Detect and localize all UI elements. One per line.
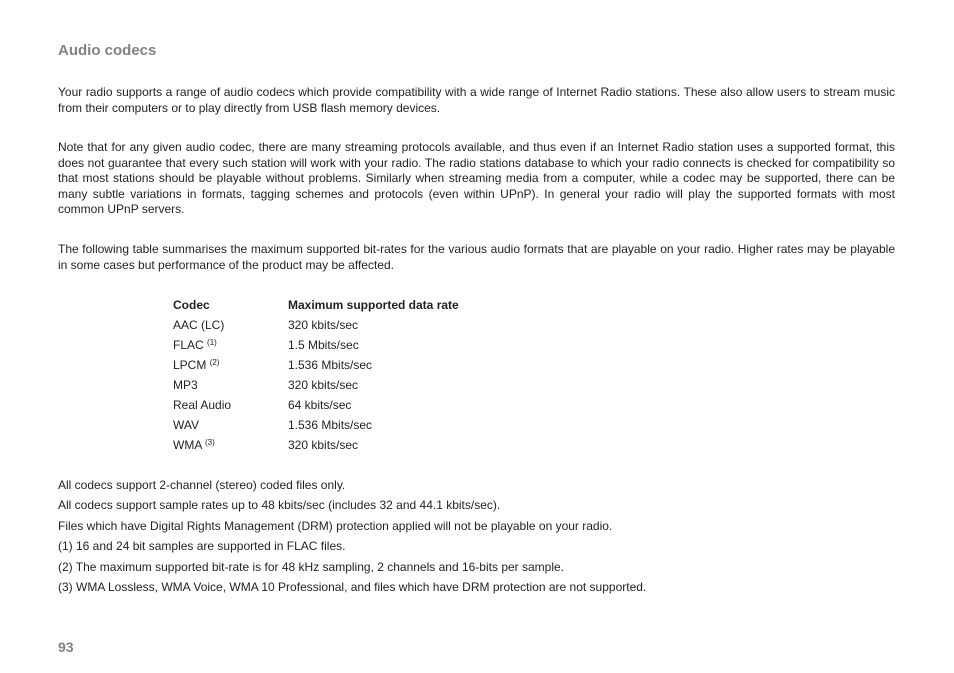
- codec-cell: [173, 395, 288, 415]
- codec-name: AAC (LC): [173, 318, 225, 332]
- note-item: All codecs support sample rates up to 48 kbits/sec (includes 32 and 44.1 kbits/sec).: [58, 498, 501, 513]
- note-item: Files which have Digital Rights Management (DRM) protection applied will not be playable on your radio.: [58, 518, 613, 533]
- note-item: All codecs support 2-channel (stereo) coded files only.: [58, 478, 346, 492]
- notes-list: [58, 476, 646, 598]
- footnote-item: (1) 16 and 24 bit samples are supported in FLAC files.: [58, 539, 346, 554]
- footnote-ref: (2): [209, 358, 220, 367]
- table-row: [173, 375, 588, 395]
- codec-name: FLAC: [173, 338, 204, 352]
- rate-cell: 1.536 Mbits/sec: [288, 358, 373, 372]
- codec-cell: [173, 435, 288, 455]
- codec-name: WAV: [173, 418, 199, 432]
- codec-cell: [173, 335, 288, 355]
- rate-cell: 1.5 Mbits/sec: [288, 338, 359, 352]
- table-row: [173, 355, 588, 375]
- footnote-ref: (3): [205, 438, 215, 447]
- rate-cell: 320 kbits/sec: [288, 378, 359, 392]
- compatibility-paragraph: Note that for any given audio codec, there are many streaming protocols available, and thus even if an Internet Radio station uses a supported format, this does not guarantee that every such station will work with your radio. The radio stations database to which your radio connects is checked for compatibility so that most stations should be playable without problems. Similarly when streaming media from a computer, while a codec may be supported, there can be many subtle variations in formats, tagging schemes and protocols (even within UPnP). In general your radio will play the supported formats with most common UPnP servers.: [58, 140, 895, 217]
- codec-cell: [173, 375, 288, 395]
- rate-column-header: Maximum supported data rate: [288, 298, 459, 312]
- footnote-item: (2) The maximum supported bit-rate is for 48 kHz sampling, 2 channels and 16-bits per sample.: [58, 559, 565, 574]
- table-row: [173, 435, 588, 455]
- rate-cell: 64 kbits/sec: [288, 398, 352, 412]
- codec-cell: [173, 415, 288, 435]
- page-number: 93: [58, 639, 74, 655]
- section-heading: Audio codecs: [58, 42, 157, 59]
- table-row: [173, 315, 588, 335]
- table-row: [173, 415, 588, 435]
- codec-cell: [173, 355, 288, 375]
- codec-name: WMA: [173, 438, 202, 452]
- footnote-item: (3) WMA Lossless, WMA Voice, WMA 10 Professional, and files which have DRM protection are not supported.: [58, 579, 647, 594]
- codec-column-header: Codec: [173, 298, 210, 312]
- table-intro-paragraph: The following table summarises the maximum supported bit-rates for the various audio formats that are playable on your radio. Higher rates may be playable in some cases but performance of the product may be affected.: [58, 242, 895, 272]
- codec-cell: [173, 315, 288, 335]
- table-row: [173, 395, 588, 415]
- table-row: [173, 335, 588, 355]
- footnote-ref: (1): [207, 338, 217, 347]
- intro-paragraph: Your radio supports a range of audio codecs which provide compatibility with a wide range of Internet Radio stations. These also allow users to stream music from their computers or to play directly from USB flash memory devices.: [58, 85, 895, 115]
- rate-cell: 320 kbits/sec: [288, 438, 359, 452]
- codec-name: LPCM: [173, 358, 207, 372]
- rate-cell: 1.536 Mbits/sec: [288, 418, 373, 432]
- table-header-row: [173, 295, 588, 315]
- rate-cell: 320 kbits/sec: [288, 318, 359, 332]
- codec-table: [173, 295, 588, 455]
- codec-name: MP3: [173, 378, 198, 392]
- codec-name: Real Audio: [173, 398, 232, 412]
